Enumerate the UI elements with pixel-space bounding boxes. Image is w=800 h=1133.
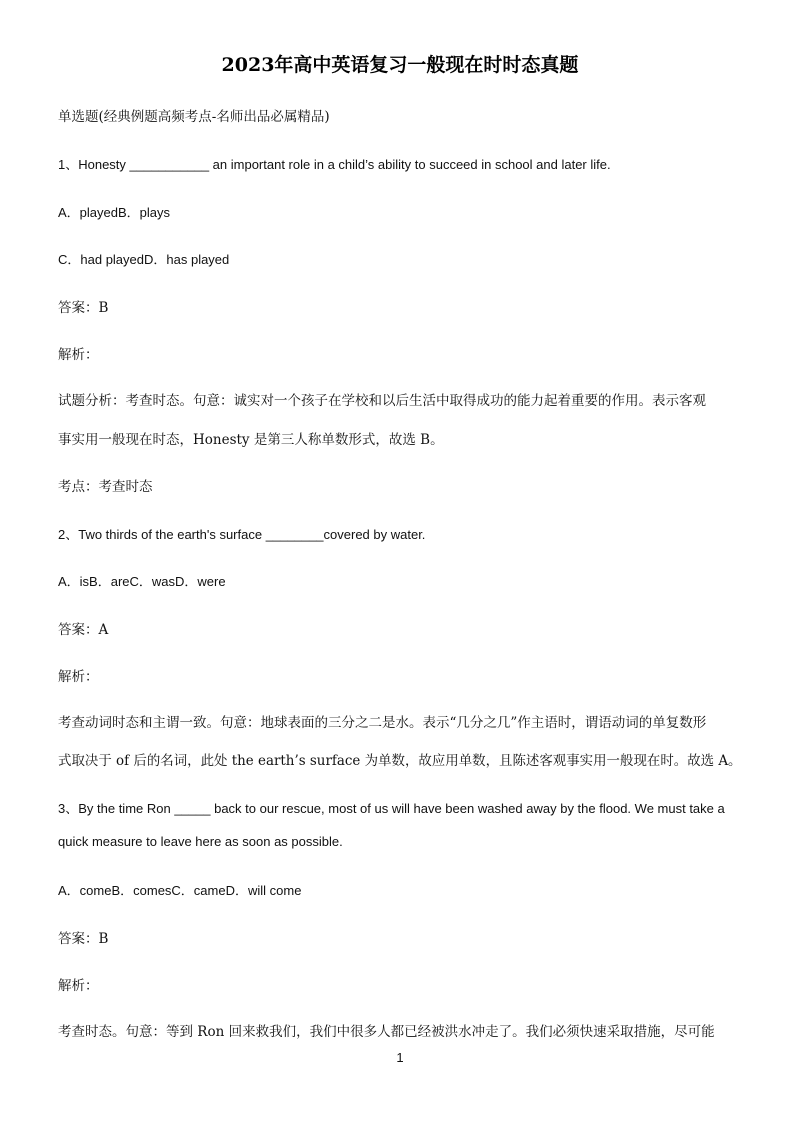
question-1-stem: 1、Honesty ___________ an important role in a child’s ability to succeed in school and later life. xyxy=(58,157,611,172)
question-3-analysis-label: 解析： xyxy=(58,978,99,994)
question-3-options: A．comeB．comesC．cameD．will come xyxy=(58,883,302,898)
question-1-analysis-line-1: 试题分析：考查时态。句意：诚实对一个孩子在学校和以后生活中取得成功的能力起着重要的作用。表示客观 xyxy=(58,393,706,409)
question-3-answer: 答案：B xyxy=(58,931,109,947)
document-title: 2023年高中英语复习一般现在时时态真题 xyxy=(221,54,579,76)
question-3-stem-line-2: quick measure to leave here as soon as possible. xyxy=(58,834,343,849)
section-heading: 单选题(经典例题高频考点-名师出品必属精品) xyxy=(58,109,330,125)
question-2-analysis-label: 解析： xyxy=(58,669,99,685)
question-1-options-cd: C．had playedD．has played xyxy=(58,252,230,267)
question-2-analysis-line-2: 式取决于 of 后的名词，此处 the earth’s surface 为单数，故应用单数，且陈述客观事实用一般现在时。故选 A。 xyxy=(58,753,742,769)
question-1-point: 考点：考查时态 xyxy=(58,479,153,495)
question-1-answer: 答案：B xyxy=(58,300,109,316)
question-2-stem: 2、Two thirds of the earth's surface ________covered by water. xyxy=(58,527,426,542)
question-3-analysis-line-1: 考查时态。句意：等到 Ron 回来救我们，我们中很多人都已经被洪水冲走了。我们必须快速采取措施，尽可能 xyxy=(58,1024,715,1040)
question-1-analysis-label: 解析： xyxy=(58,347,99,363)
question-3-stem-line-1: 3、By the time Ron _____ back to our rescue, most of us will have been washed away by the flood. We must take a xyxy=(58,801,725,816)
question-1-options-ab: A．playedB．plays xyxy=(58,205,170,220)
question-2-analysis-line-1: 考查动词时态和主谓一致。句意：地球表面的三分之二是水。表示“几分之几”作主语时，谓语动词的单复数形 xyxy=(58,715,707,731)
question-2-options: A．isB．areC．wasD．were xyxy=(58,574,226,589)
page-number: 1 xyxy=(396,1050,404,1065)
question-2-answer: 答案：A xyxy=(58,622,109,638)
question-1-analysis-line-2: 事实用一般现在时态，Honesty 是第三人称单数形式，故选 B。 xyxy=(58,432,444,448)
